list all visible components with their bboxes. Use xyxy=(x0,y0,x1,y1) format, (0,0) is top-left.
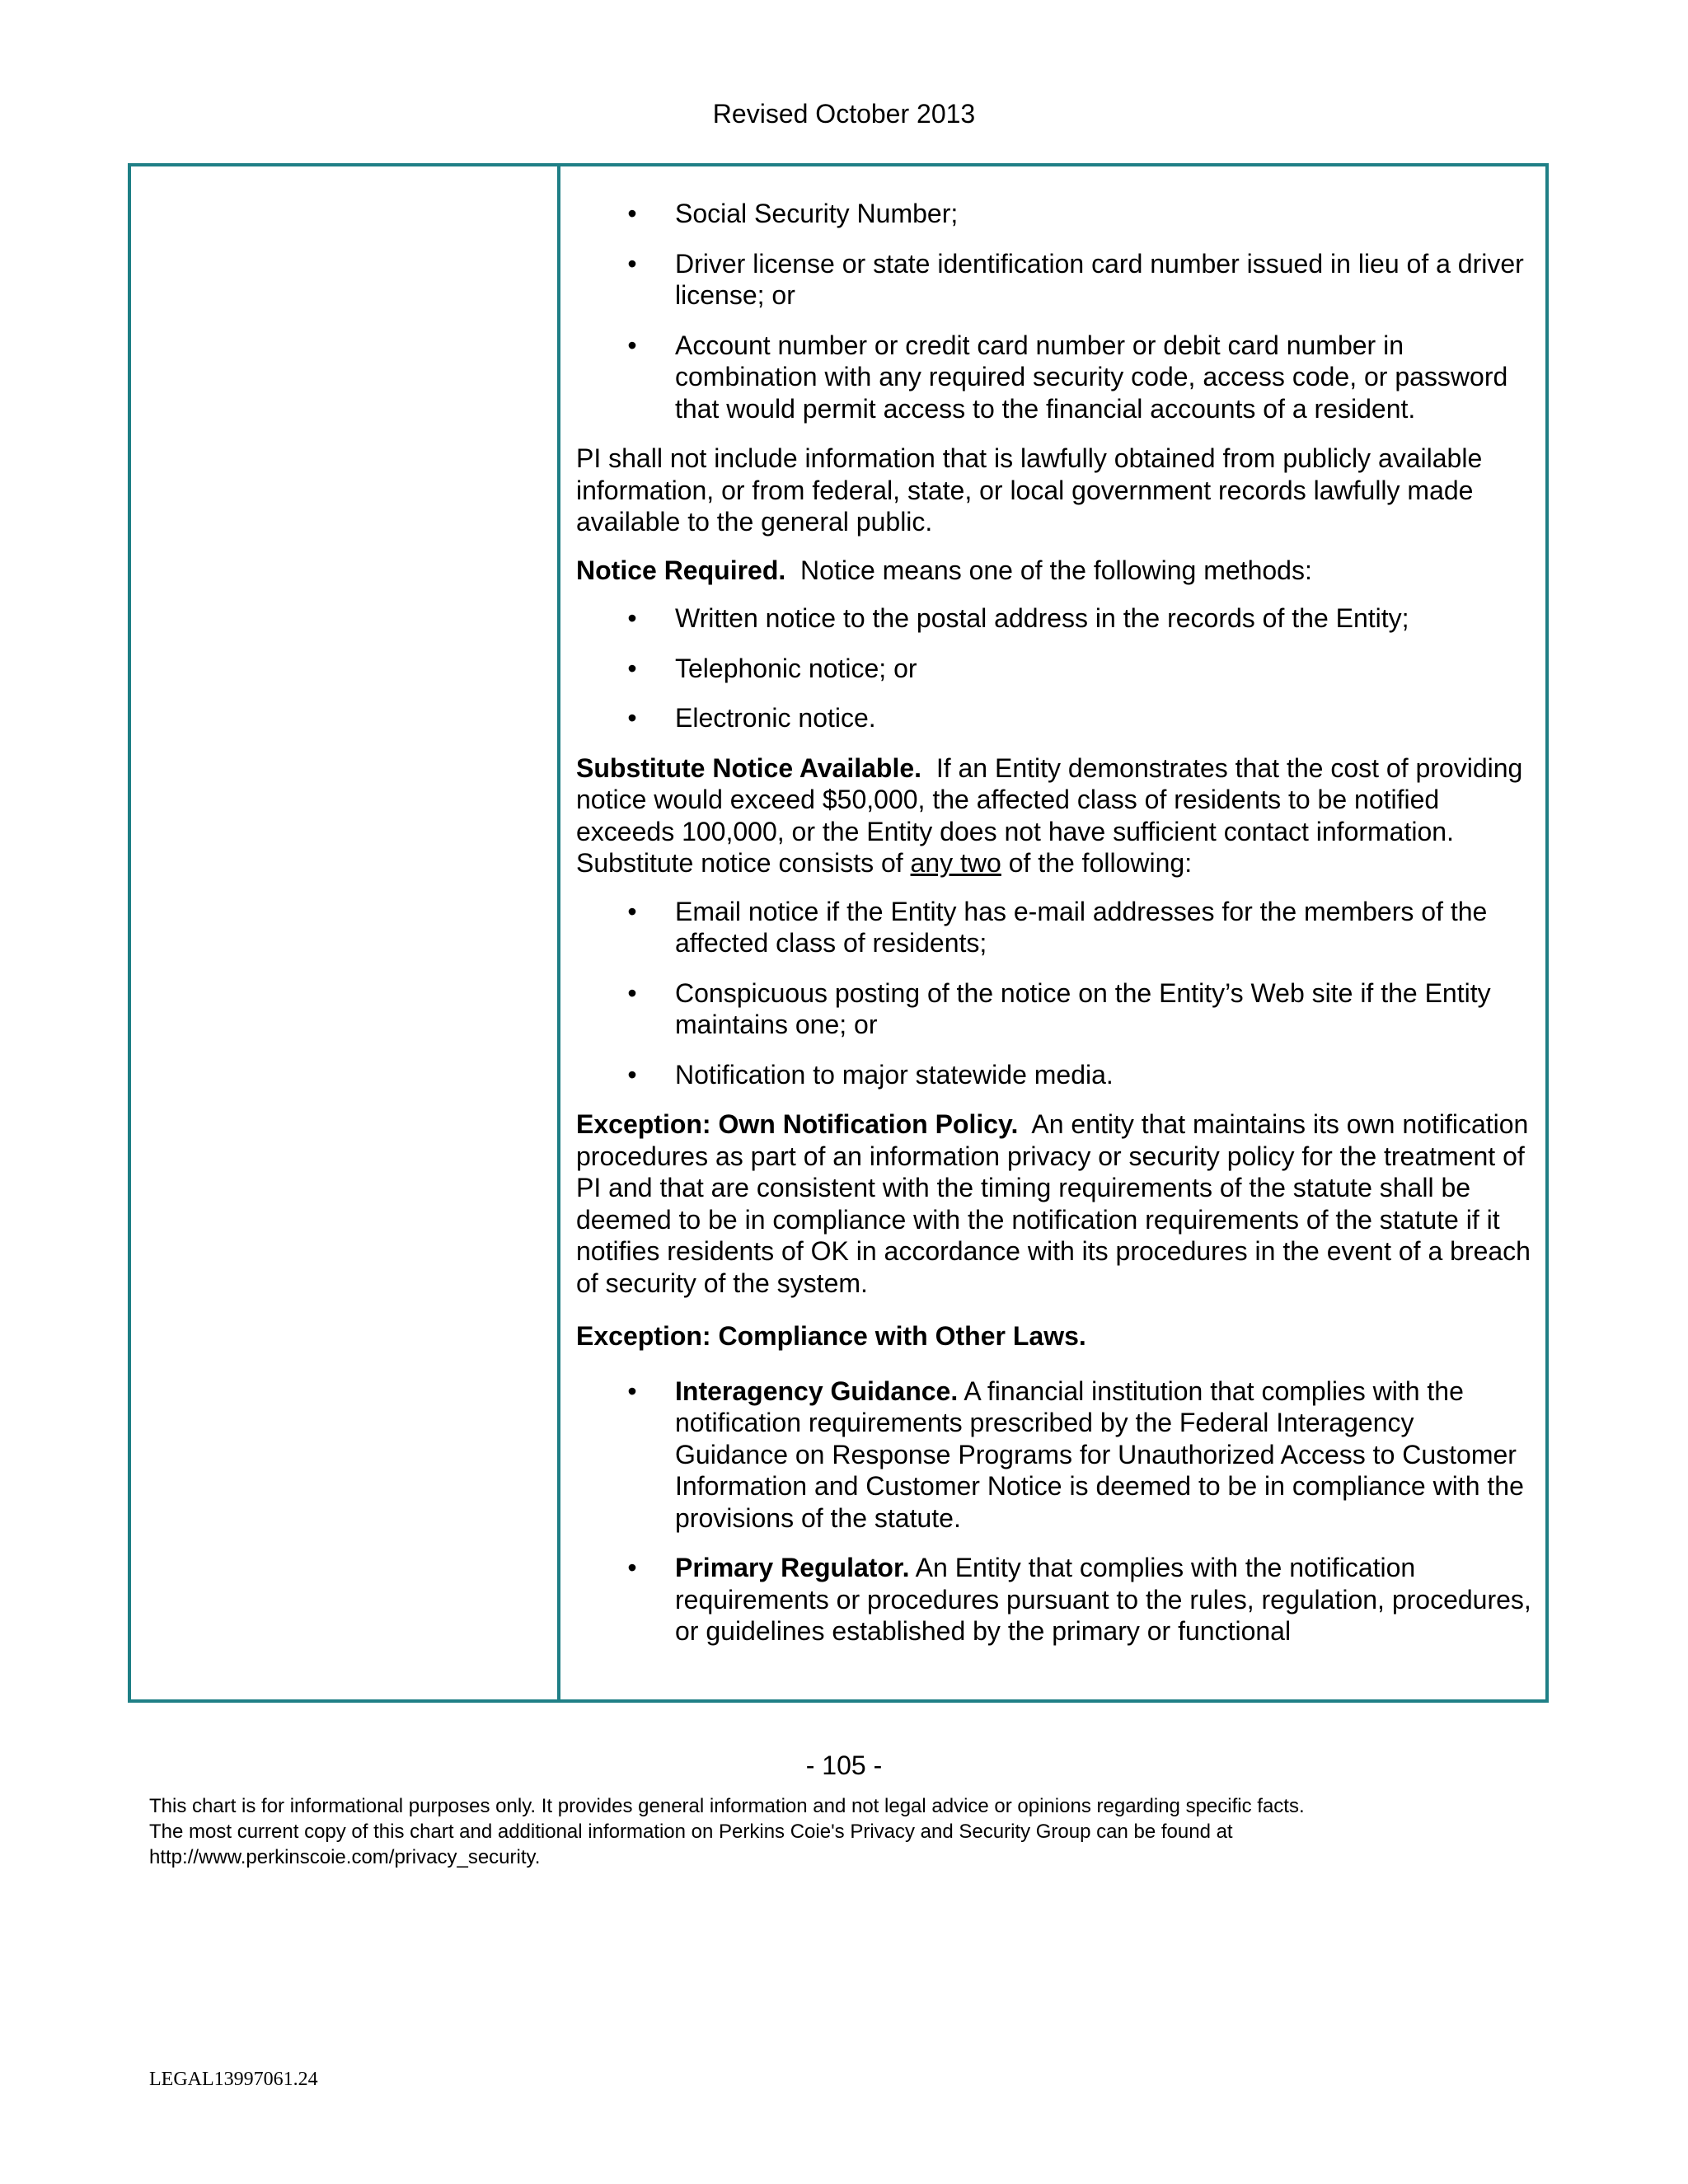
list-item: • Interagency Guidance. A financial institution that complies with the notification requirements prescribed by the Federal Interagency Guidance on Response Programs for Unauthorized Access to Customer Information and Customer Notice is deemed to be in compliance with the provisions of the statute. xyxy=(576,1376,1534,1535)
bullet-icon: • xyxy=(627,703,637,733)
bullet-icon: • xyxy=(627,603,637,633)
exception-own-policy-paragraph: Exception: Own Notification Policy. An entity that maintains its own notification procedures as part of an information privacy or security policy for the treatment of PI and that are consistent with the timing requirements of the statute shall be deemed to be in compliance with the notification requirements of the statute if it notifies residents of OK in accordance with its procedures in the event of a breach of security of the system. xyxy=(576,1109,1531,1298)
list-item: • Notification to major statewide media. xyxy=(576,1059,1534,1091)
compliance-list xyxy=(576,1376,1534,1647)
bullet-icon: • xyxy=(627,1376,637,1406)
bullet-icon: • xyxy=(627,199,637,228)
chart-table-frame xyxy=(128,163,1549,1703)
list-item: • Conspicuous posting of the notice on the Entity’s Web site if the Entity maintains one; or xyxy=(576,977,1534,1041)
list-item: • Account number or credit card number or debit card number in combination with any required security code, access code, or password that would permit access to the financial accounts of a resident. xyxy=(576,330,1534,425)
underlined-any-two: any two xyxy=(910,848,1001,878)
notice-methods-list xyxy=(576,602,1534,734)
revised-date-header: Revised October 2013 xyxy=(712,99,976,129)
notice-required-paragraph: Notice Required. Notice means one of the following methods: xyxy=(576,555,1312,585)
substitute-notice-list xyxy=(576,896,1534,1091)
exception-compliance-heading: Exception: Compliance with Other Laws. xyxy=(576,1321,1086,1351)
exception-own-policy-heading: Exception: Own Notification Policy. xyxy=(576,1109,1019,1139)
bullet-icon: • xyxy=(627,653,637,683)
pi-exclusion-paragraph: PI shall not include information that is lawfully obtained from publicly available information, or from federal, state, or local government records lawfully made available to the general public. xyxy=(576,443,1483,537)
substitute-notice-paragraph: Substitute Notice Available. If an Entity demonstrates that the cost of providing notice would exceed $50,000, the affected class of residents to be notified exceeds 100,000, or the Entity does not have sufficient contact information. Substitute notice consists of any two of the following: xyxy=(576,752,1523,878)
bullet-icon: • xyxy=(627,1059,637,1090)
bullet-icon: • xyxy=(627,896,637,926)
page-number: - 105 - xyxy=(805,1750,883,1780)
disclaimer-link[interactable]: http://www.perkinscoie.com/privacy_security. xyxy=(149,1846,541,1868)
interagency-guidance-title: Interagency Guidance. xyxy=(675,1376,959,1406)
legal-document-id: LEGAL13997061.24 xyxy=(149,2069,318,2090)
list-item: • Telephonic notice; or xyxy=(576,653,1534,685)
list-item: • Primary Regulator. An Entity that complies with the notification requirements or procedures pursuant to the rules, regulation, procedures, or guidelines established by the primary or functional xyxy=(576,1552,1534,1647)
bullet-icon: • xyxy=(627,1553,637,1582)
bullet-icon: • xyxy=(627,248,637,279)
notice-required-heading: Notice Required. xyxy=(576,555,786,585)
disclaimer-line: The most current copy of this chart and additional information on Perkins Coie's Privacy and Security Group can be found at xyxy=(149,1821,1233,1843)
right-column-content xyxy=(576,198,1534,1666)
substitute-notice-heading: Substitute Notice Available. xyxy=(576,752,922,783)
list-item: • Email notice if the Entity has e-mail addresses for the members of the affected class of residents; xyxy=(576,896,1534,959)
disclaimer-line: This chart is for informational purposes only. It provides general information and not legal advice or opinions regarding specific facts. xyxy=(149,1795,1305,1817)
disclaimer xyxy=(149,1793,1550,1870)
pi-elements-list xyxy=(576,198,1534,424)
primary-regulator-title: Primary Regulator. xyxy=(675,1553,910,1582)
bullet-icon: • xyxy=(627,977,637,1008)
bullet-icon: • xyxy=(627,330,637,360)
list-item: • Driver license or state identification card number issued in lieu of a driver license; or xyxy=(576,248,1534,312)
list-item: • Social Security Number; xyxy=(576,198,1534,230)
column-divider xyxy=(557,166,560,1699)
list-item: • Written notice to the postal address in the records of the Entity; xyxy=(576,602,1534,635)
list-item: • Electronic notice. xyxy=(576,702,1534,734)
